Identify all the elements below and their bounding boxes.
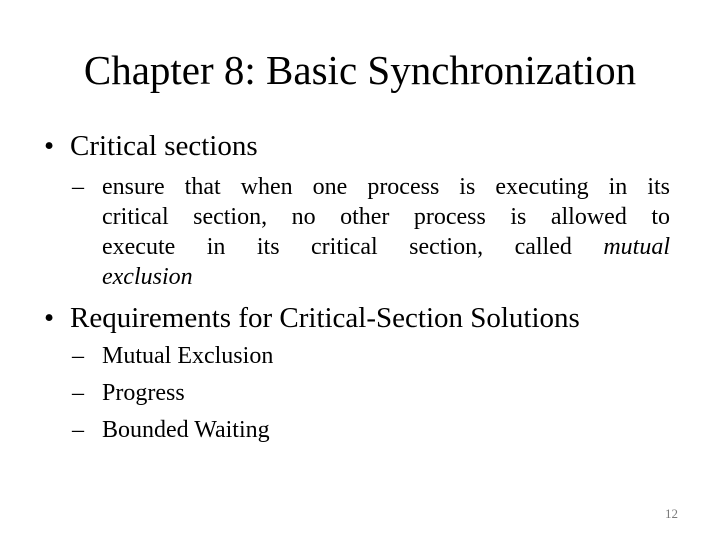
subitem-marker: – <box>72 174 84 200</box>
bullet-label: Requirements for Critical-Section Solutions <box>70 302 580 334</box>
subitem-progress <box>72 378 185 408</box>
bullet-marker: • <box>44 302 55 334</box>
definition-term-exclusion: exclusion <box>102 264 193 290</box>
definition-line-3 <box>102 232 670 262</box>
definition-line-3-text: execute in its critical section, called <box>102 234 572 260</box>
bullet-label: Critical sections <box>70 130 258 162</box>
definition-line-4 <box>102 262 670 292</box>
subitem-label: Progress <box>102 380 185 406</box>
subitem-marker: – <box>72 380 84 406</box>
definition-term-mutual: mutual <box>603 234 670 260</box>
subitem-label: Mutual Exclusion <box>102 343 274 369</box>
bullet-requirements <box>44 300 580 336</box>
slide-title: Chapter 8: Basic Synchronization <box>83 47 637 93</box>
page-number: 12 <box>665 506 678 521</box>
subitem-mutual-exclusion <box>72 341 273 371</box>
subitem-marker: – <box>72 343 84 369</box>
subitem-label: Bounded Waiting <box>102 417 270 443</box>
subitem-bounded-waiting <box>72 415 270 445</box>
definition-line-2: critical section, no other process is allowed to <box>102 204 670 230</box>
bullet-critical-sections <box>44 128 258 164</box>
definition-line-1: ensure that when one process is executing in its <box>102 174 670 200</box>
subitem-marker: – <box>72 417 84 443</box>
bullet-marker: • <box>44 130 55 162</box>
